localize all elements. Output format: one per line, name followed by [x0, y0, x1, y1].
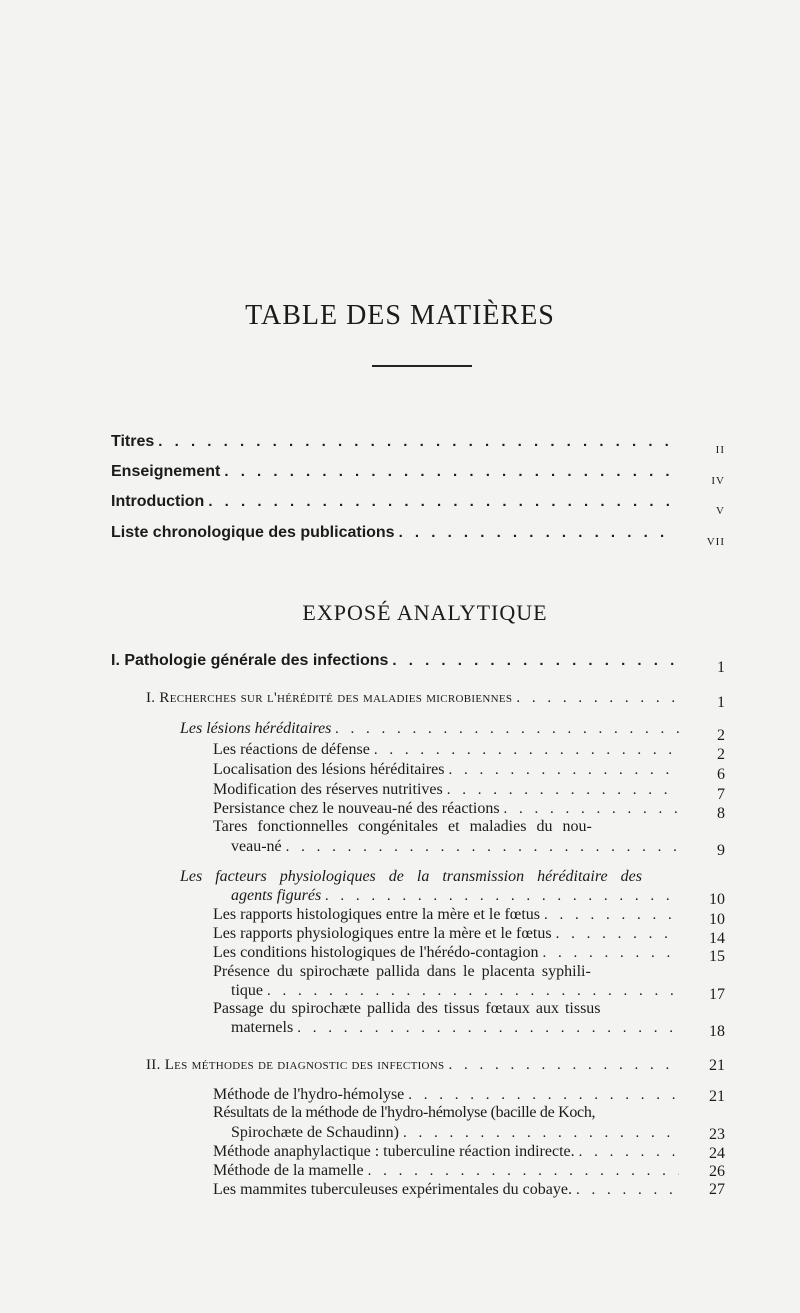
toc-entry-introduction[interactable]: Introduction . . . [111, 493, 674, 515]
toc-part-entry[interactable]: I. Pathologie générale des infections . . . [111, 652, 676, 674]
toc-page-number: 14 [709, 930, 725, 947]
toc-page-number: 9 [717, 842, 725, 859]
toc-item-entry[interactable]: Méthode de l'hydro-hémolyse . . . [213, 1086, 679, 1108]
toc-page-number: 23 [709, 1126, 725, 1143]
toc-page-number: 26 [709, 1163, 725, 1180]
toc-item-entry[interactable]: Les conditions histologiques de l'hérédo-contagion . . . [213, 944, 679, 966]
section-title: EXPOSÉ ANALYTIQUE [302, 600, 548, 625]
toc-entry-titres[interactable]: Titres . . . [111, 433, 671, 455]
toc-item-continued: Résultats de la méthode de l'hydro-hémolyse (bacille de Koch, [213, 1104, 596, 1121]
toc-page-number: 10 [709, 891, 725, 908]
toc-item-entry[interactable]: veau-né . . . [231, 838, 679, 860]
toc-page-number: 18 [709, 1023, 725, 1040]
toc-subsection-entry[interactable]: agents figurés . . . [231, 887, 679, 909]
toc-page-number: II [715, 444, 725, 456]
toc-page-number: 10 [709, 911, 725, 928]
toc-subsection-continued: Les facteurs physiologiques de la transmission héréditaire des [180, 868, 642, 885]
toc-page-number: 7 [717, 786, 725, 803]
toc-page-number: 27 [709, 1181, 725, 1198]
toc-page-number: 24 [709, 1145, 725, 1162]
toc-item-continued: Passage du spirochæte pallida des tissus fœtaux aux tissus [213, 1000, 601, 1017]
toc-item-entry[interactable]: Les mammites tuberculeuses expérimentales du cobaye. . . . [213, 1181, 679, 1203]
toc-subsection-entry[interactable]: Les lésions héréditaires . . . [180, 720, 679, 742]
toc-page-number: 17 [709, 986, 725, 1003]
toc-item-continued: Tares fonctionnelles congénitales et maladies du nou- [213, 818, 592, 835]
toc-page-number: IV [711, 475, 725, 487]
toc-page-number: 2 [717, 727, 725, 744]
toc-chapter-entry[interactable]: II. Les méthodes de diagnostic des infections . . . [146, 1057, 679, 1079]
toc-page-number: V [716, 505, 725, 517]
toc-item-entry[interactable]: Localisation des lésions héréditaires . . . [213, 761, 679, 783]
toc-item-entry[interactable]: Spirochæte de Schaudinn) . . . [231, 1124, 679, 1146]
toc-item-entry[interactable]: Les rapports histologiques entre la mère et le fœtus . . . [213, 906, 679, 928]
toc-entry-enseignement[interactable]: Enseignement . . . [111, 463, 676, 485]
toc-item-entry[interactable]: Méthode anaphylactique : tuberculine réaction indirecte. . . . [213, 1143, 679, 1165]
toc-page-number: 21 [709, 1088, 725, 1105]
toc-item-entry[interactable]: Méthode de la mamelle . . . [213, 1162, 679, 1184]
page-title: TABLE DES MATIÈRES [245, 300, 555, 331]
toc-item-entry[interactable]: maternels . . . [231, 1019, 679, 1041]
toc-item-entry[interactable]: tique . . . [231, 982, 679, 1004]
toc-entry-liste[interactable]: Liste chronologique des publications . . . [111, 524, 676, 546]
toc-page-number: 21 [709, 1057, 725, 1074]
toc-item-entry[interactable]: Les rapports physiologiques entre la mère et le fœtus . . . [213, 925, 679, 947]
toc-page-number: 1 [717, 659, 725, 676]
title-rule [372, 365, 472, 367]
toc-page-number: 6 [717, 766, 725, 783]
toc-item-entry[interactable]: Persistance chez le nouveau-né des réactions . . . [213, 800, 679, 822]
toc-item-entry[interactable]: Les réactions de défense . . . [213, 741, 679, 763]
toc-item-continued: Présence du spirochæte pallida dans le placenta syphili- [213, 963, 591, 980]
toc-page-number: 8 [717, 805, 725, 822]
toc-page-number: VII [706, 536, 725, 548]
toc-page-number: 2 [717, 746, 725, 763]
toc-page-number: 15 [709, 948, 725, 965]
toc-item-entry[interactable]: Modification des réserves nutritives . . . [213, 781, 679, 803]
toc-page-number: 1 [717, 694, 725, 711]
toc-chapter-entry[interactable]: I. Recherches sur l'hérédité des maladies microbiennes . . . [146, 690, 679, 712]
